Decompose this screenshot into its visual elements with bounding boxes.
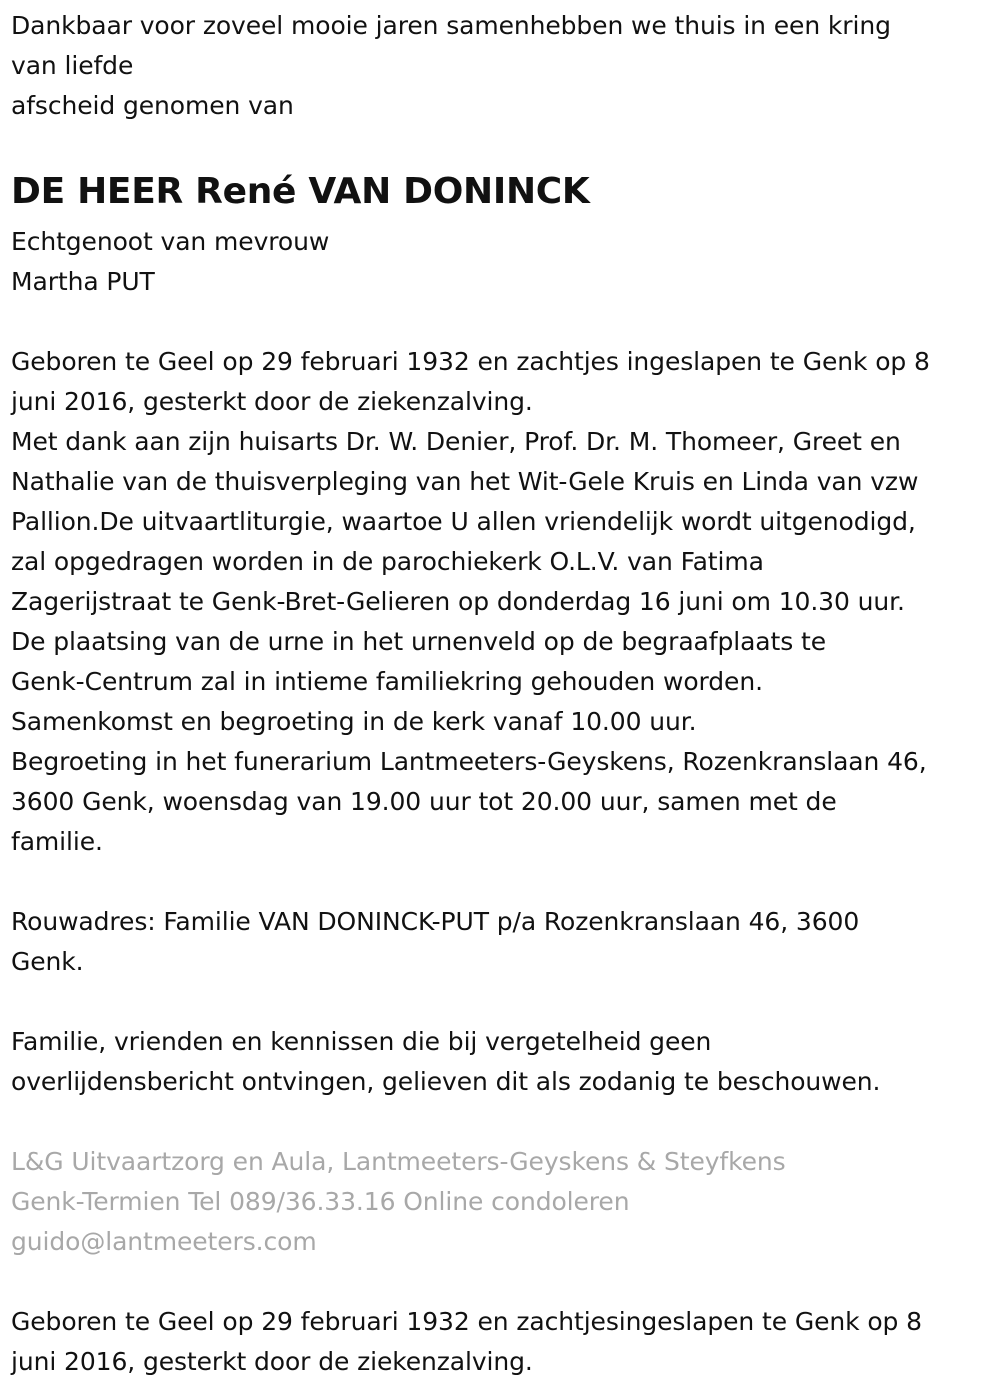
body-line: Samenkomst en begroeting in de kerk vanaf 10.00 uur. bbox=[11, 707, 697, 736]
spacer bbox=[11, 1102, 988, 1142]
footer-section bbox=[11, 1302, 988, 1382]
intro-section bbox=[11, 6, 988, 126]
funeral-home-section bbox=[11, 1142, 988, 1262]
spouse-line-2: Martha PUT bbox=[11, 267, 155, 296]
spacer bbox=[11, 982, 988, 1022]
funeral-home-email: guido@lantmeeters.com bbox=[11, 1227, 317, 1256]
intro-line-2: van liefde bbox=[11, 51, 134, 80]
spouse-line-1: Echtgenoot van mevrouw bbox=[11, 227, 330, 256]
notice-line-2: overlijdensbericht ontvingen, gelieven dit als zodanig te beschouwen. bbox=[11, 1067, 881, 1096]
spacer bbox=[11, 302, 988, 342]
body-line: De plaatsing van de urne in het urnenveld op de begraafplaats te bbox=[11, 627, 826, 656]
body-line: Begroeting in het funerarium Lantmeeters-Geyskens, Rozenkranslaan 46, bbox=[11, 747, 927, 776]
intro-line-3: afscheid genomen van bbox=[11, 91, 294, 120]
body-line: Genk-Centrum zal in intieme familiekring gehouden worden. bbox=[11, 667, 763, 696]
notice-section bbox=[11, 1022, 988, 1102]
spouse-section bbox=[11, 222, 988, 302]
body-line: juni 2016, gesterkt door de ziekenzalving. bbox=[11, 387, 533, 416]
funeral-home-line-2: Genk-Termien Tel 089/36.33.16 Online condoleren bbox=[11, 1187, 630, 1216]
spacer bbox=[11, 1262, 988, 1302]
body-line: Nathalie van de thuisverpleging van het Wit-Gele Kruis en Linda van vzw bbox=[11, 467, 919, 496]
body-line: zal opgedragen worden in de parochiekerk O.L.V. van Fatima bbox=[11, 547, 764, 576]
funeral-home-line-1: L&G Uitvaartzorg en Aula, Lantmeeters-Geyskens & Steyfkens bbox=[11, 1147, 786, 1176]
deceased-name: DE HEER René VAN DONINCK bbox=[11, 171, 590, 212]
body-line: Geboren te Geel op 29 februari 1932 en zachtjes ingeslapen te Genk op 8 bbox=[11, 347, 930, 376]
mourning-address-line-1: Rouwadres: Familie VAN DONINCK-PUT p/a Rozenkranslaan 46, 3600 bbox=[11, 907, 860, 936]
mourning-address-section bbox=[11, 902, 988, 982]
notice-line-1: Familie, vrienden en kennissen die bij vergetelheid geen bbox=[11, 1027, 712, 1056]
body-line: Met dank aan zijn huisarts Dr. W. Denier, Prof. Dr. M. Thomeer, Greet en bbox=[11, 427, 901, 456]
footer-line-2: juni 2016, gesterkt door de ziekenzalving. bbox=[11, 1347, 533, 1376]
body-line: Pallion.De uitvaartliturgie, waartoe U allen vriendelijk wordt uitgenodigd, bbox=[11, 507, 916, 536]
mourning-address-line-2: Genk. bbox=[11, 947, 84, 976]
body-section bbox=[11, 342, 988, 862]
footer-line-1: Geboren te Geel op 29 februari 1932 en zachtjesingeslapen te Genk op 8 bbox=[11, 1307, 922, 1336]
intro-line-1: Dankbaar voor zoveel mooie jaren samenhebben we thuis in een kring bbox=[11, 11, 891, 40]
body-line: familie. bbox=[11, 827, 103, 856]
body-line: 3600 Genk, woensdag van 19.00 uur tot 20.00 uur, samen met de bbox=[11, 787, 837, 816]
body-line: Zagerijstraat te Genk-Bret-Gelieren op donderdag 16 juni om 10.30 uur. bbox=[11, 587, 905, 616]
spacer bbox=[11, 862, 988, 902]
